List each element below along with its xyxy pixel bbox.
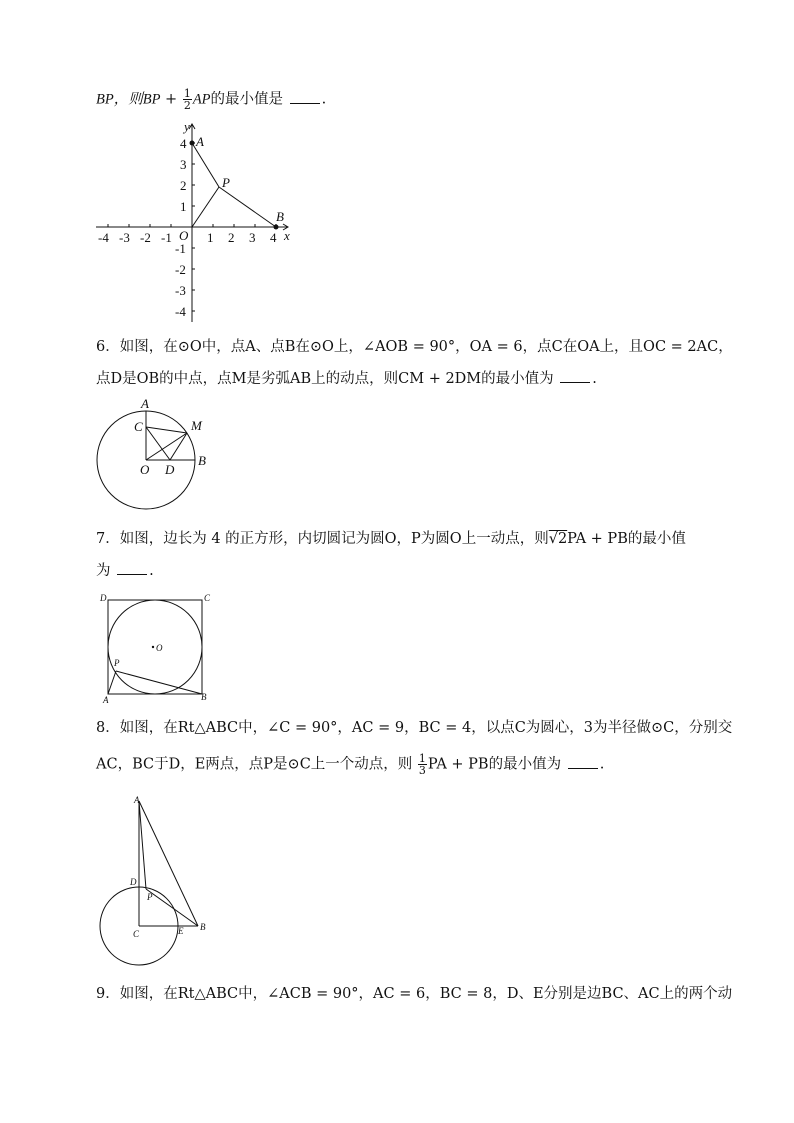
fig7-segment-pa [108, 671, 116, 694]
q6-answer-blank[interactable] [560, 370, 590, 383]
fig8-side-ab [139, 801, 198, 926]
fig5-ytick-label: -3 [175, 283, 186, 298]
q5-line: BP，则BP + $\frac{1}{2}$ AP的最小值是 . [96, 87, 327, 112]
q5-expr-bp: BP，则 [96, 91, 143, 108]
fig5-label-b: B [276, 209, 284, 224]
q7-line1-post: PA + PB的最小值 [567, 531, 686, 547]
fig8-label: C [133, 929, 140, 939]
fig5-xtick-label: -2 [140, 230, 151, 245]
q7-end: . [149, 563, 154, 579]
fig5-ytick-label: 3 [180, 157, 187, 172]
q9-line1: 9．如图，在Rt△ABC中，∠ACB = 90°，AC = 6，BC = 8，D、E分别是边BC、AC上的两个动 [96, 986, 733, 1002]
fig7-label: P [114, 658, 120, 668]
fig6-label: B [198, 453, 206, 468]
fig7-square-figure [96, 590, 218, 705]
q7-answer-blank[interactable] [117, 562, 147, 575]
q7-line1 [96, 529, 686, 549]
q6-line2-text: 点D是OB的中点，点M是劣弧AB上的动点，则CM + 2DM的最小值为 [96, 371, 554, 387]
fig6-label: O [140, 462, 150, 477]
fig5-point-a [190, 141, 195, 146]
fig8-label: E [178, 926, 184, 936]
q6-end: . [592, 371, 597, 387]
fig8-segment-pb [146, 889, 198, 926]
q5-end: . [321, 91, 327, 108]
fig5-ytick-label: -2 [175, 262, 186, 277]
fig5-ytick-label: 4 [180, 136, 187, 151]
q5-fraction [183, 88, 192, 111]
q8-line2-pre: AC，BC于D，E两点，点P是⊙C上一个动点，则 [96, 756, 413, 773]
q7-line2 [96, 561, 154, 581]
fig6-label: D [165, 462, 175, 477]
q8-fraction [418, 753, 427, 776]
fig5-ytick-label: -1 [175, 241, 186, 256]
fig8-triangle-figure [96, 792, 216, 992]
q8-frac-den: 3 [418, 764, 426, 777]
fig7-label: D [100, 593, 107, 603]
q7-line2-text: 为 [96, 563, 111, 579]
fig5-xtick-label: -4 [98, 230, 109, 245]
fig6-segment-cd [146, 427, 170, 460]
fig8-label: A [134, 795, 140, 805]
q8-frac-num: 1 [418, 752, 426, 765]
fig5-segment-ap [192, 143, 219, 187]
fig7-incircle [108, 600, 202, 694]
q8-line2-post: PA + PB的最小值为 [427, 756, 562, 773]
q8-line2 [96, 753, 604, 776]
q8-answer-blank[interactable] [568, 756, 598, 769]
q5-expr-a: BP [142, 91, 161, 108]
fig5-xtick-label: 4 [270, 230, 277, 245]
fig7-center-point [152, 646, 154, 648]
fig6-label: C [134, 419, 143, 434]
fig5-x-label: x [284, 228, 290, 243]
fig5-ytick-label: -4 [175, 304, 186, 319]
fig5-label-a: A [196, 134, 204, 149]
fig7-label: O [156, 643, 163, 653]
q8-line1: 8．如图，在Rt△ABC中，∠C = 90°，AC = 9，BC = 4，以点C为圆心，3为半径做⊙C，分别交 [96, 720, 733, 736]
fig6-segment-cm [146, 427, 187, 433]
fig6-segment-dm [170, 433, 187, 460]
fig5-xtick-label: 3 [249, 230, 256, 245]
fig5-segment-op [192, 187, 219, 227]
q5-expr-b: AP [192, 91, 211, 108]
fig6-label: A [141, 396, 149, 411]
q7-line1-pre: 7．如图，边长为 4 的正方形，内切圆记为圆O，P为圆O上一动点，则 [96, 531, 549, 547]
q7-sqrt: √2 [548, 531, 568, 547]
q5-answer-blank[interactable] [290, 91, 320, 104]
fig8-label: P [147, 892, 153, 902]
fig5-ytick-label: 2 [180, 178, 187, 193]
fig5-segment-pb [219, 187, 276, 227]
fig8-label: B [200, 922, 206, 932]
fig7-segment-pb [116, 671, 202, 694]
fig6-circle-figure [92, 395, 217, 515]
fig6-label: M [191, 418, 202, 433]
q8-end: . [599, 756, 605, 773]
fig8-label: D [130, 877, 137, 887]
fig5-xtick-label: 2 [228, 230, 235, 245]
fig5-xtick-label: -3 [119, 230, 130, 245]
fig5-origin-label: O [179, 228, 189, 243]
q6-line1: 6．如图，在⊙O中，点A、点B在⊙O上，∠AOB = 90°，OA = 6，点C在OA上，且OC = 2AC， [96, 339, 733, 355]
fig5-xtick-label: -1 [161, 230, 172, 245]
fig5-coordinate-plane [90, 118, 300, 328]
q5-frac-num: 1 [183, 87, 191, 100]
fig7-label: B [201, 692, 207, 702]
fig5-xtick-label: 1 [207, 230, 214, 245]
fig5-ytick-label: 1 [180, 199, 187, 214]
q6-line2 [96, 369, 597, 389]
q5-frac-den: 2 [183, 99, 191, 112]
fig7-label: C [204, 593, 211, 603]
fig5-point-b [274, 225, 279, 230]
fig5-label-p: P [222, 175, 230, 190]
q5-suffix: 的最小值是 [210, 91, 284, 108]
fig5-y-label: y [184, 119, 190, 134]
fig7-label: A [103, 695, 109, 705]
